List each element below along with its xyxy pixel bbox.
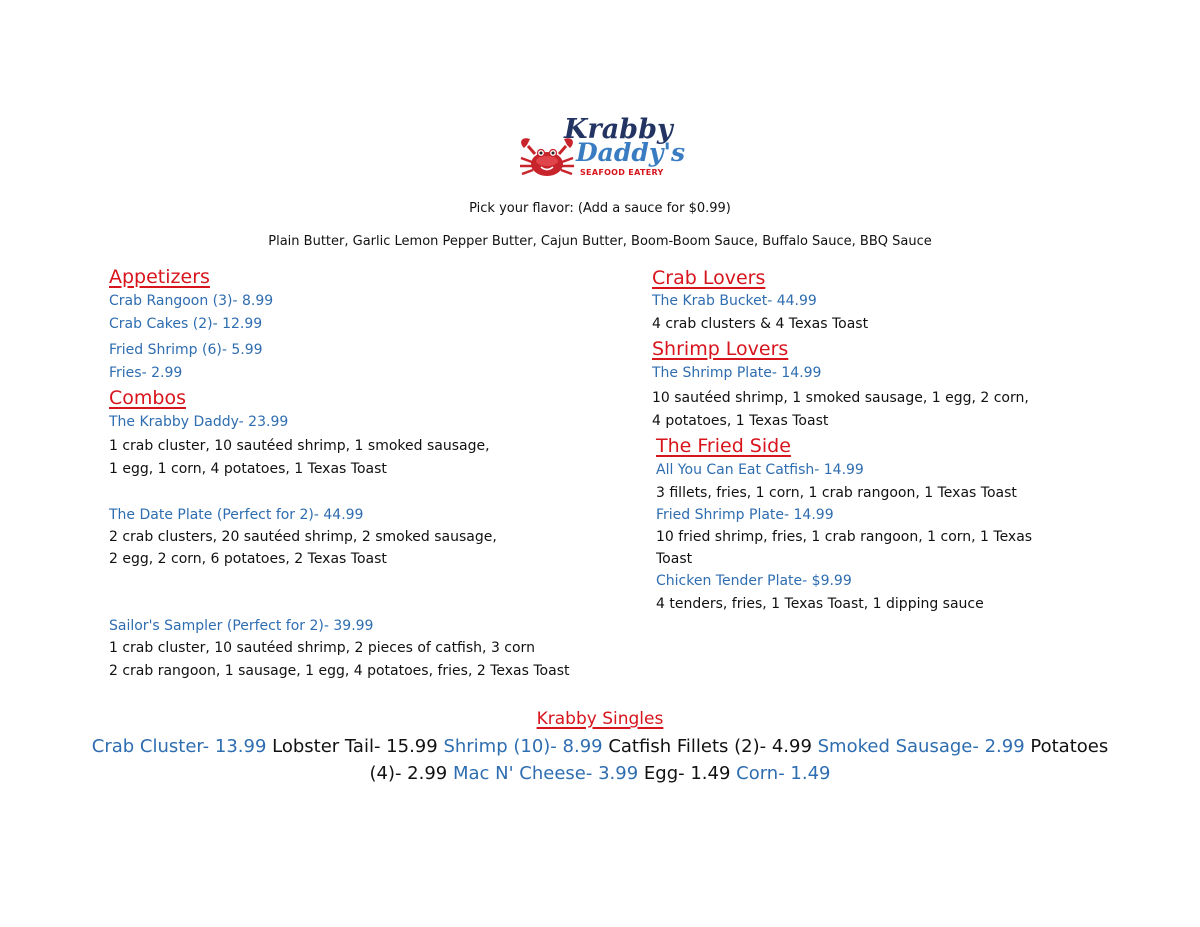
crab-lovers-heading: Crab Lovers [652,267,766,289]
item-description: 1 crab cluster, 10 sautéed shrimp, 2 pieces of catfish, 3 corn [109,640,535,656]
menu-item: All You Can Eat Catfish- 14.99 [656,462,864,478]
singles-line-2 [0,763,1200,784]
menu-item: Chicken Tender Plate- $9.99 [656,573,852,589]
combos-heading: Combos [109,387,186,409]
singles-item: Shrimp (10)- 8.99 [443,736,603,757]
singles-item: Corn- 1.49 [736,763,831,784]
item-description: 10 sautéed shrimp, 1 smoked sausage, 1 egg, 2 corn, [652,390,1029,406]
singles-item: (4)- 2.99 [369,763,453,784]
appetizers-heading: Appetizers [109,266,210,288]
singles-item: Smoked Sausage- 2.99 [817,736,1025,757]
fried-side-heading: The Fried Side [656,435,791,457]
singles-line-1 [0,736,1200,757]
singles-item: Catfish Fillets (2)- 4.99 [602,736,818,757]
menu-item: Crab Cakes (2)- 12.99 [109,316,263,332]
menu-item: Sailor's Sampler (Perfect for 2)- 39.99 [109,618,374,634]
menu-item: The Date Plate (Perfect for 2)- 44.99 [109,507,364,523]
item-description: 10 fried shrimp, fries, 1 crab rangoon, 1 corn, 1 Texas [656,529,1033,545]
menu-item: The Krab Bucket- 44.99 [652,293,817,309]
item-description: 4 potatoes, 1 Texas Toast [652,413,829,429]
singles-item: Potatoes [1024,736,1109,757]
singles-heading [0,709,1200,729]
item-description: 1 egg, 1 corn, 4 potatoes, 1 Texas Toast [109,461,387,477]
menu-item: The Shrimp Plate- 14.99 [652,365,822,381]
item-description: 1 crab cluster, 10 sautéed shrimp, 1 smoked sausage, [109,438,490,454]
flavor-prompt: Pick your flavor: (Add a sauce for $0.99) [469,201,731,216]
singles-item: Lobster Tail- 15.99 [266,736,444,757]
item-description: 2 egg, 2 corn, 6 potatoes, 2 Texas Toast [109,551,387,567]
logo-line-1: Krabby [564,114,673,145]
item-description: Toast [656,551,693,567]
flavor-options: Plain Butter, Garlic Lemon Pepper Butter, Cajun Butter, Boom-Boom Sauce, Buffalo Sauce, BBQ Sauce [268,234,932,249]
singles-heading-text: Krabby Singles [536,709,664,729]
menu-item: Fried Shrimp (6)- 5.99 [109,342,263,358]
item-description: 4 crab clusters & 4 Texas Toast [652,316,869,332]
logo-tagline: SEAFOOD EATERY [580,168,664,177]
item-description: 4 tenders, fries, 1 Texas Toast, 1 dipping sauce [656,596,984,612]
menu-item: Fries- 2.99 [109,365,183,381]
item-description: 2 crab clusters, 20 sautéed shrimp, 2 smoked sausage, [109,529,497,545]
restaurant-logo [518,116,688,182]
logo-line-2: Daddy's [576,138,686,167]
item-description: 3 fillets, fries, 1 corn, 1 crab rangoon, 1 Texas Toast [656,485,1017,501]
singles-item: Crab Cluster- 13.99 [91,736,267,757]
menu-item: Fried Shrimp Plate- 14.99 [656,507,834,523]
singles-item: Mac N' Cheese- 3.99 [452,763,639,784]
singles-item: Egg- 1.49 [638,763,737,784]
shrimp-lovers-heading: Shrimp Lovers [652,338,789,360]
item-description: 2 crab rangoon, 1 sausage, 1 egg, 4 potatoes, fries, 2 Texas Toast [109,663,570,679]
menu-item: The Krabby Daddy- 23.99 [109,414,289,430]
menu-item: Crab Rangoon (3)- 8.99 [109,293,274,309]
